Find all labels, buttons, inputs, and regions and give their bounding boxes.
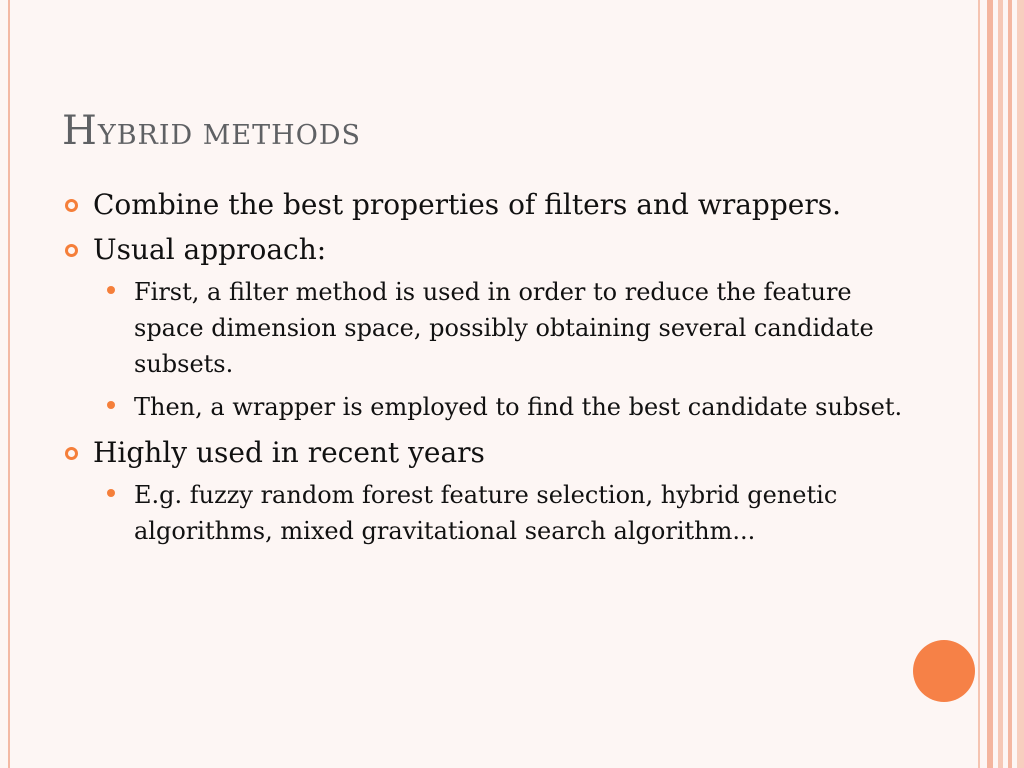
dot-bullet-icon — [107, 286, 115, 294]
dot-bullet-icon — [107, 489, 115, 497]
bullet-item — [62, 432, 922, 473]
slide-title — [62, 108, 361, 154]
title-initial: H — [62, 108, 98, 154]
bullet-text: Highly used in recent years — [93, 436, 485, 469]
ring-bullet-icon — [65, 447, 78, 460]
sub-bullet-text: Then, a wrapper is employed to find the best candidate subset. — [134, 393, 903, 421]
bullet-text: Usual approach: — [93, 233, 327, 266]
sub-bullet-item — [62, 477, 922, 549]
bullet-item — [62, 184, 922, 225]
dot-bullet-icon — [107, 401, 115, 409]
right-decorative-stripe — [987, 0, 993, 768]
sub-bullet-text: E.g. fuzzy random forest feature selection, hybrid genetic algorithms, mixed gravitational search algorithm... — [134, 481, 838, 545]
right-decorative-stripe — [978, 0, 980, 768]
title-rest: YBRID METHODS — [97, 120, 361, 151]
bullet-item — [62, 229, 922, 270]
sub-bullet-text: First, a filter method is used in order to reduce the feature space dimension space, possibly obtaining several candidate subsets. — [134, 278, 874, 378]
ring-bullet-icon — [65, 244, 78, 257]
bullet-list — [62, 184, 922, 556]
sub-bullet-item — [62, 389, 922, 425]
bullet-text: Combine the best properties of filters and wrappers. — [93, 188, 841, 221]
left-decorative-line — [8, 0, 10, 768]
right-decorative-stripe — [1017, 0, 1024, 768]
ring-bullet-icon — [65, 199, 78, 212]
sub-bullet-item — [62, 274, 922, 382]
right-decorative-stripe — [998, 0, 1003, 768]
right-decorative-stripe — [1008, 0, 1012, 768]
decorative-circle — [913, 640, 975, 702]
